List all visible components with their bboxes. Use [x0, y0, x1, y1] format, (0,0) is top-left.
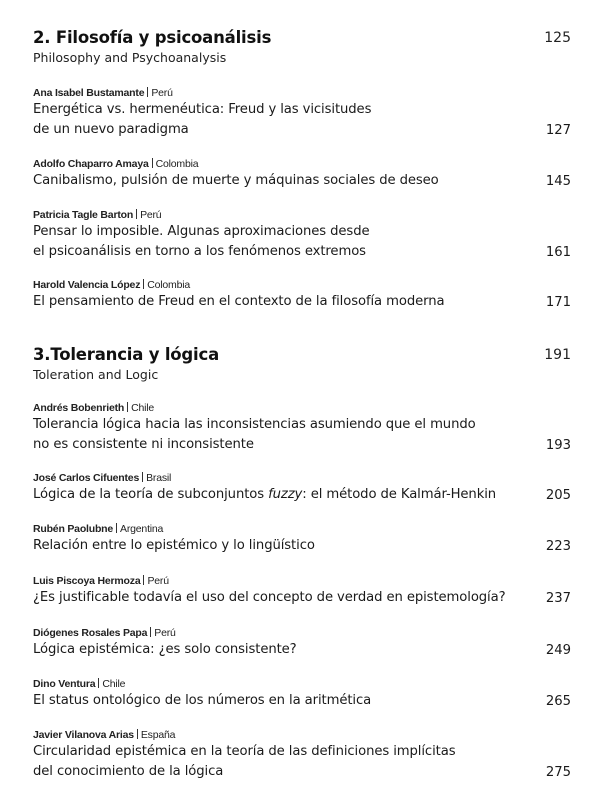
toc-entry	[33, 208, 571, 262]
entry-title-line: Pensar lo imposible. Algunas aproximaciones desde	[33, 224, 370, 239]
section-heading	[33, 28, 571, 68]
author-name: Ana Isabel Bustamante	[33, 87, 145, 99]
section-heading	[33, 345, 571, 385]
title-italic-text: fuzzy	[268, 487, 303, 502]
author-country: Perú	[151, 87, 173, 99]
author-country: Colombia	[155, 158, 199, 170]
entry-title	[33, 222, 571, 262]
entry-page-number: 237	[545, 591, 571, 606]
entry-author	[33, 522, 571, 536]
entry-title-line: de un nuevo paradigma	[33, 122, 189, 137]
entry-title	[33, 100, 571, 140]
entry-author	[33, 208, 571, 222]
section-subtitle: Philosophy and Psychoanalysis	[33, 50, 227, 65]
entry-title-line: el psicoanálisis en torno a los fenómenos extremos	[33, 244, 366, 259]
toc-entry	[33, 278, 571, 312]
entry-page-number: 127	[545, 123, 571, 138]
entry-page-number: 145	[545, 174, 571, 189]
author-name: Diógenes Rosales Papa	[33, 627, 148, 639]
entry-title	[33, 292, 571, 312]
toc-entry	[33, 471, 571, 505]
author-country: Chile	[131, 402, 155, 414]
author-name: Dino Ventura	[33, 678, 96, 690]
author-country: Perú	[140, 209, 162, 221]
entry-title	[33, 171, 571, 191]
entry-title-line: Relación entre lo epistémico y lo lingüístico	[33, 538, 315, 553]
entry-author	[33, 471, 571, 485]
entry-title	[33, 640, 571, 660]
entry-page-number: 161	[545, 245, 571, 260]
toc-entry	[33, 626, 571, 660]
author-name: Luis Piscoya Hermoza	[33, 575, 141, 587]
author-name: Rubén Paolubne	[33, 523, 114, 535]
toc-entry	[33, 401, 571, 455]
section-title: 2. Filosofía y psicoanálisis	[33, 28, 272, 47]
toc-entry	[33, 86, 571, 140]
author-country: Argentina	[120, 523, 164, 535]
section-subtitle: Toleration and Logic	[33, 367, 159, 382]
entry-title-line: El pensamiento de Freud en el contexto de la filosofía moderna	[33, 294, 445, 309]
entry-page-number: 275	[545, 765, 571, 780]
author-country: España	[140, 729, 176, 741]
entry-page-number: 223	[545, 539, 571, 554]
entry-page-number: 205	[545, 488, 571, 503]
entry-author	[33, 574, 571, 588]
entry-title	[33, 691, 571, 711]
author-country: Colombia	[147, 279, 191, 291]
entry-title-line: del conocimiento de la lógica	[33, 764, 224, 779]
entry-title-line: ¿Es justificable todavía el uso del concepto de verdad en epistemología?	[33, 590, 506, 605]
entry-title-line: Lógica epistémica: ¿es solo consistente?	[33, 642, 297, 657]
entry-title	[33, 415, 571, 455]
entry-author	[33, 157, 571, 171]
author-country: Brasil	[146, 472, 172, 484]
entry-author	[33, 626, 571, 640]
entry-title-line: Energética vs. hermenéutica: Freud y las vicisitudes	[33, 102, 372, 117]
section-page-number: 191	[544, 347, 571, 363]
entry-page-number: 265	[545, 694, 571, 709]
author-name: Javier Vilanova Arias	[33, 729, 134, 741]
author-name: Patricia Tagle Barton	[33, 209, 134, 221]
entry-title	[33, 588, 571, 608]
entry-author	[33, 728, 571, 742]
author-name: Andrés Bobenrieth	[33, 402, 125, 414]
author-name: José Carlos Cifuentes	[33, 472, 140, 484]
title-text: Lógica de la teoría de subconjuntos	[33, 487, 269, 502]
section-title: 3.Tolerancia y lógica	[33, 345, 220, 364]
entry-page-number: 171	[545, 295, 571, 310]
entry-title-line	[33, 485, 571, 505]
entry-title-line: Canibalismo, pulsión de muerte y máquinas sociales de deseo	[33, 173, 439, 188]
entry-title	[33, 742, 571, 782]
entry-author	[33, 677, 571, 691]
entry-title-line: no es consistente ni inconsistente	[33, 437, 254, 452]
toc-entry	[33, 677, 571, 711]
entry-title	[33, 536, 571, 556]
author-country: Perú	[147, 575, 169, 587]
author-country: Chile	[102, 678, 126, 690]
entry-title-line: Circularidad epistémica en la teoría de las definiciones implícitas	[33, 744, 456, 759]
entry-title-line: El status ontológico de los números en la aritmética	[33, 693, 372, 708]
entry-author	[33, 86, 571, 100]
toc-entry	[33, 728, 571, 782]
entry-author	[33, 278, 571, 292]
author-name: Adolfo Chaparro Amaya	[33, 158, 149, 170]
title-text: : el método de Kalmár-Henkin	[302, 487, 497, 502]
toc-entry	[33, 574, 571, 608]
entry-author	[33, 401, 571, 415]
entry-page-number: 249	[545, 643, 571, 658]
author-name: Harold Valencia López	[33, 279, 141, 291]
entry-title	[33, 485, 571, 505]
toc-entry	[33, 157, 571, 191]
entry-title-line: Tolerancia lógica hacia las inconsistencias asumiendo que el mundo	[33, 417, 476, 432]
entry-page-number: 193	[545, 438, 571, 453]
author-country: Perú	[154, 627, 176, 639]
section-page-number: 125	[544, 30, 571, 46]
toc-entry	[33, 522, 571, 556]
